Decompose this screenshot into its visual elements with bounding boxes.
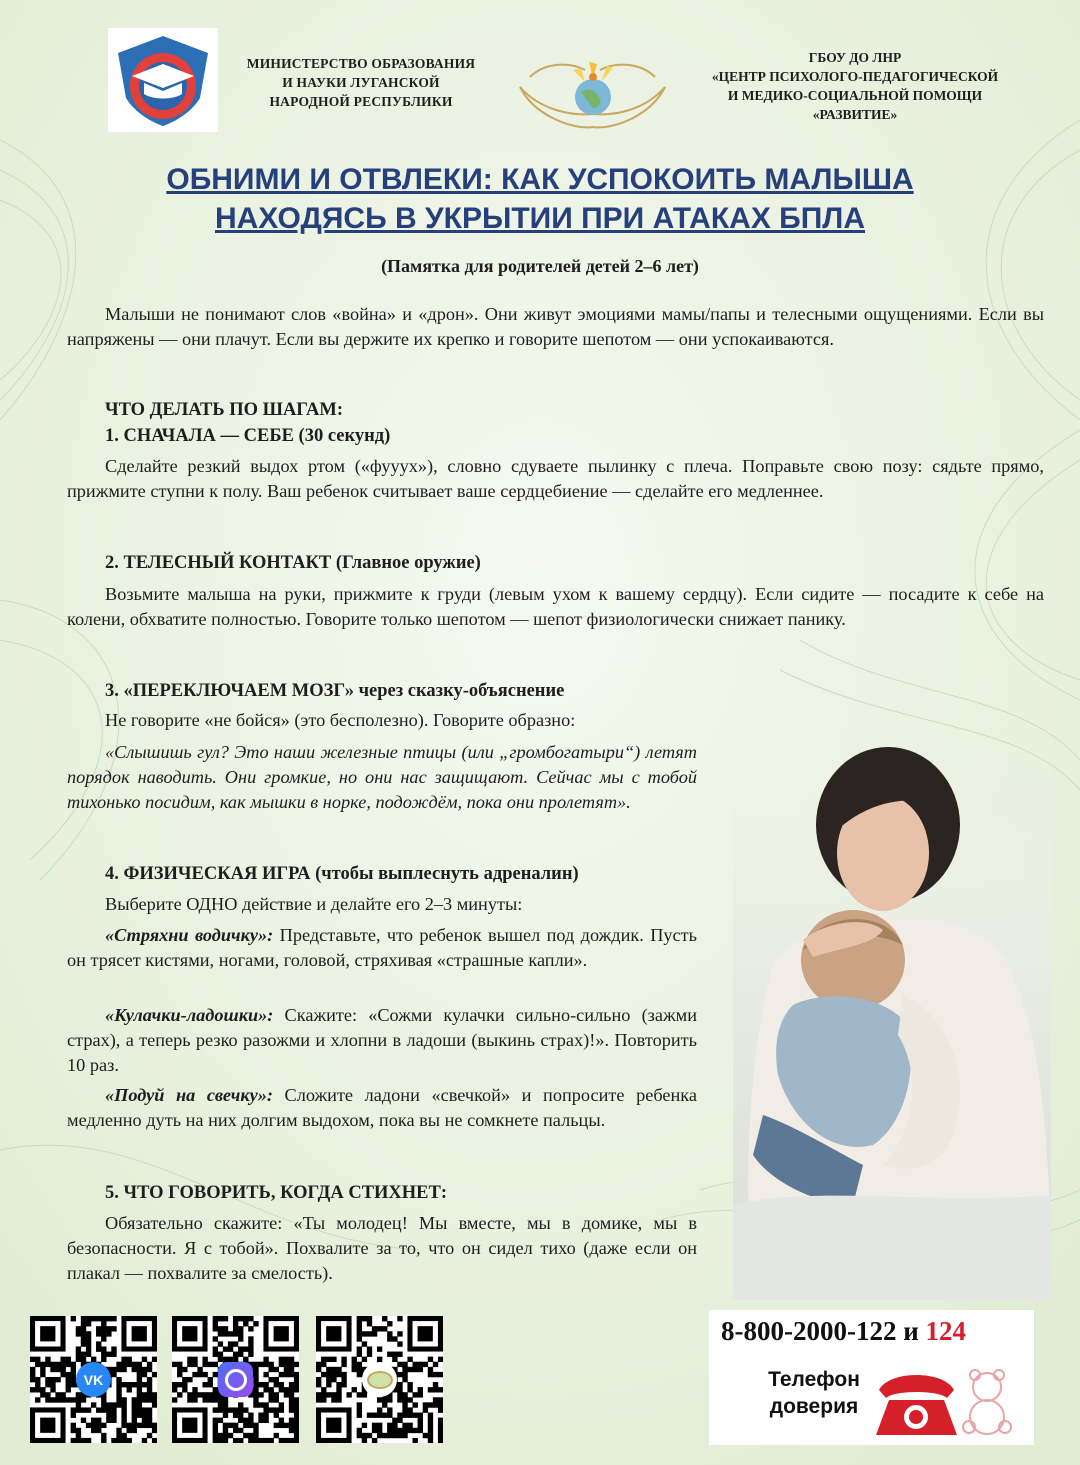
- action-item: [67, 1083, 697, 1133]
- ministry-name: [230, 54, 492, 111]
- title-line: НАХОДЯСЬ В УКРЫТИИ ПРИ АТАКАХ БПЛА: [214, 202, 866, 235]
- step2-heading-note: (Главное оружие): [331, 553, 481, 573]
- action-text: Представьте, что ребенок вышел под дождик. Пусть он трясет кистями, ногами, головой, стряхивая «страшные капли».: [67, 925, 697, 970]
- max-icon: [218, 1362, 253, 1397]
- hotline-short-number: 124: [925, 1316, 967, 1346]
- qr-code-vk[interactable]: [30, 1316, 157, 1443]
- vk-icon: VK: [76, 1362, 111, 1397]
- step5-text: Обязательно скажите: «Ты молодец! Мы вместе, мы в домике, мы в безопасности. Я с тобой». Похвалите за то, что он сидел тихо (даже если он плакал — похвалите за смелость).: [67, 1213, 697, 1283]
- mother-child-photo: [733, 735, 1051, 1300]
- teddy-bear-icon: [957, 1365, 1017, 1437]
- step2-heading-main: 2. ТЕЛЕСНЫЙ КОНТАКТ: [105, 553, 332, 573]
- hotline-joiner: и: [896, 1316, 926, 1346]
- action-item: [67, 923, 697, 973]
- ministry-logo-icon: [108, 28, 218, 132]
- ministry-line: НАРОДНОЙ РЕСПУБЛИКИ: [269, 94, 453, 109]
- center-name: [690, 48, 1020, 124]
- step2-text: Возьмите малыша на руки, прижмите к груди (левым ухом к вашему сердцу). Если сидите — посадите к себе на колени, обхватите полностью. Говорите только шепотом — шепот физиологически снижает панику.: [67, 584, 1044, 629]
- hotline-label-line: Телефон: [768, 1368, 860, 1391]
- ministry-line: И НАУКИ ЛУГАНСКОЙ: [282, 75, 440, 90]
- center-line: «ЦЕНТР ПСИХОЛОГО-ПЕДАГОГИЧЕСКОЙ: [711, 69, 999, 84]
- steps-heading: ЧТО ДЕЛАТЬ ПО ШАГАМ:: [105, 400, 344, 420]
- step4-text: Выберите ОДНО действие и делайте его 2–3 минуты:: [105, 894, 523, 914]
- title-line: ОБНИМИ И ОТВЛЕКИ: КАК УСПОКОИТЬ МАЛЫША: [166, 163, 914, 196]
- center-logo-small-icon: [362, 1362, 397, 1397]
- center-line: И МЕДИКО-СОЦИАЛЬНОЙ ПОМОЩИ: [727, 88, 983, 103]
- step4-heading-note: (чтобы выплеснуть адреналин): [310, 864, 579, 884]
- step4-heading-main: 4. ФИЗИЧЕСКАЯ ИГРА: [105, 864, 311, 884]
- step1-text: Сделайте резкий выдох ртом («фууух»), словно сдуваете пылинку с плеча. Поправьте свою позу: сядьте прямо, прижмите ступни к полу. Ваш ребенок считывает ваше сердцебиение — сделайте его медленнее.: [67, 456, 1044, 501]
- action-name: «Кулачки-ладошки»:: [105, 1005, 274, 1025]
- hotline-label: [749, 1366, 879, 1420]
- hotline-main-number: 8-800-2000-122: [721, 1316, 897, 1346]
- action-item: [67, 1003, 697, 1078]
- page-subtitle: (Памятка для родителей детей 2–6 лет): [381, 256, 699, 276]
- telephone-icon: [869, 1360, 964, 1440]
- center-line: «РАЗВИТИЕ»: [812, 107, 898, 122]
- step3-text: Не говорите «не бойся» (это бесполезно). Говорите образно:: [105, 710, 576, 730]
- action-text: Сложите ладони «свечкой» и попросите ребенка медленно дуть на них долгим выдохом, пока вы не сомкнете пальцы.: [67, 1085, 697, 1130]
- hotline-label-line: доверия: [769, 1395, 859, 1418]
- step5-heading: 5. ЧТО ГОВОРИТЬ, КОГДА СТИХНЕТ:: [105, 1183, 448, 1203]
- center-logo-icon: [515, 42, 670, 132]
- action-text: Скажите: «Сожми кулачки сильно-сильно (зажми страх), а теперь резко разожми и хлопни в ладоши (выкинь страх)!». Повторить 10 раз.: [67, 1005, 697, 1075]
- step4-heading: [105, 862, 579, 887]
- ministry-line: МИНИСТЕРСТВО ОБРАЗОВАНИЯ: [246, 56, 476, 71]
- step2-heading: [105, 551, 481, 576]
- qr-code-max[interactable]: [172, 1316, 299, 1443]
- center-line: ГБОУ ДО ЛНР: [808, 50, 902, 65]
- hotline-block: [709, 1310, 1034, 1445]
- intro-paragraph: Малыши не понимают слов «война» и «дрон». Они живут эмоциями мамы/папы и телесными ощущениями. Если вы напряжены — они плачут. Если вы держите их крепко и говорите шепотом — они успокаиваются.: [67, 304, 1044, 349]
- qr-code-center[interactable]: [316, 1316, 443, 1443]
- action-name: «Стряхни водичку»:: [105, 925, 274, 945]
- hotline-number[interactable]: [721, 1316, 966, 1347]
- step3-quote: «Слышишь гул? Это наши железные птицы (или „громбогатыри“) летят порядок наводить. Они громкие, но они нас защищают. Сейчас мы с тобой тихонько посидим, как мышки в норке, подождём, пока они пролетят».: [67, 742, 697, 812]
- step1-heading: 1. СНАЧАЛА — СЕБЕ (30 секунд): [105, 426, 391, 446]
- page-title: [60, 160, 1020, 238]
- action-name: «Подуй на свечку»:: [105, 1085, 273, 1105]
- step3-heading: 3. «ПЕРЕКЛЮЧАЕМ МОЗГ» через сказку-объяснение: [105, 681, 565, 701]
